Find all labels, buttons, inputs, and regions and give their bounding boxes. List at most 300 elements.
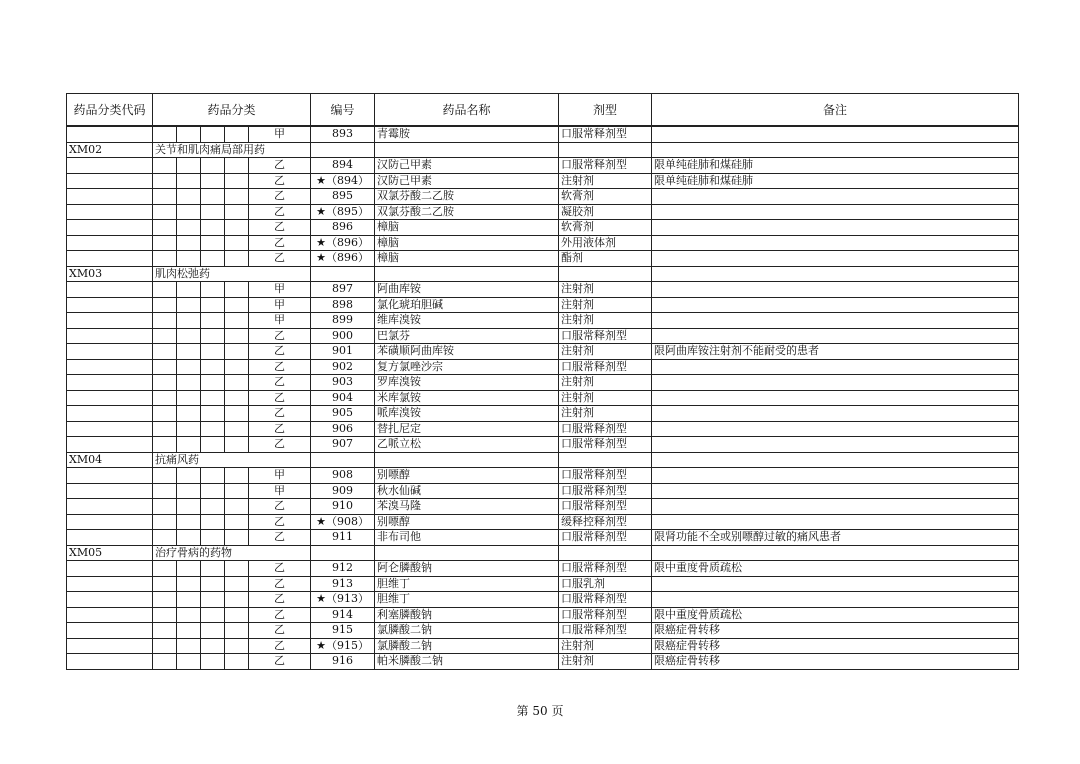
empty-cell <box>67 235 153 251</box>
drug-level: 乙 <box>249 204 311 220</box>
empty-cell <box>177 344 201 360</box>
drug-number: ★（896） <box>311 235 375 251</box>
table-row <box>67 158 1019 174</box>
empty-cell <box>153 235 177 251</box>
drug-name: 秋水仙碱 <box>375 483 559 499</box>
empty-cell <box>67 592 153 608</box>
drug-level: 乙 <box>249 235 311 251</box>
empty-cell <box>177 204 201 220</box>
empty-cell <box>177 623 201 639</box>
drug-number: 899 <box>311 313 375 329</box>
empty-cell <box>177 359 201 375</box>
header-form: 剂型 <box>559 94 652 127</box>
drug-note: 限阿曲库铵注射剂不能耐受的患者 <box>652 344 1019 360</box>
empty-cell <box>225 282 249 298</box>
empty-cell <box>177 406 201 422</box>
empty-cell <box>201 375 225 391</box>
empty-cell <box>153 607 177 623</box>
empty-cell <box>225 375 249 391</box>
empty-cell <box>375 452 559 468</box>
empty-cell <box>153 297 177 313</box>
drug-level: 甲 <box>249 282 311 298</box>
drug-name: 帕米膦酸二钠 <box>375 654 559 670</box>
empty-cell <box>153 390 177 406</box>
drug-note <box>652 313 1019 329</box>
drug-level: 甲 <box>249 313 311 329</box>
empty-cell <box>201 126 225 142</box>
empty-cell <box>311 545 375 561</box>
drug-note: 限癌症骨转移 <box>652 638 1019 654</box>
empty-cell <box>67 623 153 639</box>
empty-cell <box>177 468 201 484</box>
empty-cell <box>225 235 249 251</box>
drug-note <box>652 468 1019 484</box>
empty-cell <box>201 654 225 670</box>
empty-cell <box>67 530 153 546</box>
empty-cell <box>153 576 177 592</box>
drug-note <box>652 359 1019 375</box>
empty-cell <box>225 251 249 267</box>
empty-cell <box>153 530 177 546</box>
table-row <box>67 344 1019 360</box>
empty-cell <box>225 204 249 220</box>
empty-cell <box>153 251 177 267</box>
empty-cell <box>67 654 153 670</box>
drug-note <box>652 235 1019 251</box>
drug-form: 注射剂 <box>559 282 652 298</box>
drug-number: 914 <box>311 607 375 623</box>
empty-cell <box>225 592 249 608</box>
empty-cell <box>153 375 177 391</box>
drug-level: 乙 <box>249 437 311 453</box>
drug-table <box>66 93 1019 670</box>
empty-cell <box>652 452 1019 468</box>
table-row <box>67 173 1019 189</box>
empty-cell <box>153 313 177 329</box>
drug-number: 898 <box>311 297 375 313</box>
drug-form: 口服常释剂型 <box>559 468 652 484</box>
empty-cell <box>153 437 177 453</box>
empty-cell <box>201 344 225 360</box>
drug-number: 915 <box>311 623 375 639</box>
empty-cell <box>559 545 652 561</box>
drug-form: 注射剂 <box>559 406 652 422</box>
empty-cell <box>201 406 225 422</box>
drug-form: 口服常释剂型 <box>559 437 652 453</box>
table-row <box>67 499 1019 515</box>
table-row <box>67 530 1019 546</box>
empty-cell <box>153 421 177 437</box>
empty-cell <box>375 545 559 561</box>
drug-number: 896 <box>311 220 375 236</box>
empty-cell <box>67 189 153 205</box>
empty-cell <box>177 282 201 298</box>
category-name: 肌肉松弛药 <box>153 266 311 282</box>
table-row <box>67 468 1019 484</box>
table-body <box>67 126 1019 669</box>
empty-cell <box>201 220 225 236</box>
empty-cell <box>67 204 153 220</box>
table-row <box>67 576 1019 592</box>
empty-cell <box>67 499 153 515</box>
empty-cell <box>177 437 201 453</box>
empty-cell <box>153 158 177 174</box>
drug-level: 乙 <box>249 251 311 267</box>
drug-form: 注射剂 <box>559 654 652 670</box>
empty-cell <box>177 390 201 406</box>
drug-name: 汉防己甲素 <box>375 158 559 174</box>
empty-cell <box>225 437 249 453</box>
drug-note <box>652 576 1019 592</box>
empty-cell <box>201 421 225 437</box>
drug-number: 913 <box>311 576 375 592</box>
drug-form: 注射剂 <box>559 390 652 406</box>
drug-note <box>652 375 1019 391</box>
empty-cell <box>153 561 177 577</box>
empty-cell <box>177 297 201 313</box>
table-row <box>67 282 1019 298</box>
empty-cell <box>153 406 177 422</box>
empty-cell <box>67 375 153 391</box>
drug-form: 口服常释剂型 <box>559 607 652 623</box>
drug-form: 口服常释剂型 <box>559 499 652 515</box>
drug-note: 限肾功能不全或别嘌醇过敏的痛风患者 <box>652 530 1019 546</box>
empty-cell <box>177 158 201 174</box>
empty-cell <box>177 313 201 329</box>
category-row <box>67 452 1019 468</box>
table-row <box>67 189 1019 205</box>
page-number: 第 50 页 <box>516 704 564 718</box>
drug-number: 901 <box>311 344 375 360</box>
empty-cell <box>153 514 177 530</box>
drug-number: 907 <box>311 437 375 453</box>
table-row <box>67 313 1019 329</box>
empty-cell <box>153 282 177 298</box>
drug-form: 口服常释剂型 <box>559 592 652 608</box>
drug-form: 注射剂 <box>559 297 652 313</box>
empty-cell <box>67 158 153 174</box>
table-row <box>67 607 1019 623</box>
empty-cell <box>225 344 249 360</box>
drug-note <box>652 592 1019 608</box>
empty-cell <box>225 313 249 329</box>
category-code: XM05 <box>67 545 153 561</box>
drug-form: 口服常释剂型 <box>559 158 652 174</box>
table-row <box>67 623 1019 639</box>
drug-note <box>652 328 1019 344</box>
drug-name: 利塞膦酸钠 <box>375 607 559 623</box>
empty-cell <box>177 514 201 530</box>
drug-form: 口服常释剂型 <box>559 359 652 375</box>
drug-name: 胆维丁 <box>375 576 559 592</box>
drug-level: 乙 <box>249 654 311 670</box>
empty-cell <box>225 654 249 670</box>
table-row <box>67 297 1019 313</box>
drug-note <box>652 421 1019 437</box>
drug-name: 别嘌醇 <box>375 468 559 484</box>
table-row <box>67 220 1019 236</box>
header-row <box>67 94 1019 127</box>
empty-cell <box>153 220 177 236</box>
empty-cell <box>153 173 177 189</box>
drug-name: 阿曲库铵 <box>375 282 559 298</box>
empty-cell <box>153 344 177 360</box>
drug-form: 口服常释剂型 <box>559 530 652 546</box>
drug-form: 缓释控释剂型 <box>559 514 652 530</box>
drug-number: ★（896） <box>311 251 375 267</box>
drug-name: 樟脑 <box>375 235 559 251</box>
table-row <box>67 592 1019 608</box>
drug-name: 氯膦酸二钠 <box>375 638 559 654</box>
drug-name: 双氯芬酸二乙胺 <box>375 204 559 220</box>
table-row <box>67 437 1019 453</box>
empty-cell <box>652 266 1019 282</box>
empty-cell <box>67 173 153 189</box>
table-row <box>67 406 1019 422</box>
drug-number: 908 <box>311 468 375 484</box>
drug-level: 乙 <box>249 576 311 592</box>
drug-note <box>652 514 1019 530</box>
empty-cell <box>652 545 1019 561</box>
drug-name: 乙哌立松 <box>375 437 559 453</box>
empty-cell <box>67 390 153 406</box>
drug-number: 916 <box>311 654 375 670</box>
empty-cell <box>67 220 153 236</box>
drug-level: 甲 <box>249 126 311 142</box>
empty-cell <box>177 251 201 267</box>
empty-cell <box>67 483 153 499</box>
empty-cell <box>177 576 201 592</box>
empty-cell <box>67 561 153 577</box>
drug-number: ★（894） <box>311 173 375 189</box>
empty-cell <box>201 514 225 530</box>
drug-name: 罗库溴铵 <box>375 375 559 391</box>
empty-cell <box>201 328 225 344</box>
empty-cell <box>311 142 375 158</box>
empty-cell <box>177 126 201 142</box>
drug-number: 902 <box>311 359 375 375</box>
drug-name: 氯膦酸二钠 <box>375 623 559 639</box>
drug-name: 巴氯芬 <box>375 328 559 344</box>
drug-note <box>652 126 1019 142</box>
header-name: 药品名称 <box>375 94 559 127</box>
table-row <box>67 359 1019 375</box>
drug-note: 限单纯硅肺和煤硅肺 <box>652 173 1019 189</box>
drug-note: 限癌症骨转移 <box>652 623 1019 639</box>
drug-note <box>652 251 1019 267</box>
empty-cell <box>67 468 153 484</box>
drug-name: 米库氯铵 <box>375 390 559 406</box>
empty-cell <box>153 483 177 499</box>
table-row <box>67 514 1019 530</box>
category-row <box>67 266 1019 282</box>
empty-cell <box>225 499 249 515</box>
empty-cell <box>225 158 249 174</box>
empty-cell <box>67 638 153 654</box>
drug-number: 911 <box>311 530 375 546</box>
empty-cell <box>67 297 153 313</box>
drug-number: 904 <box>311 390 375 406</box>
empty-cell <box>201 561 225 577</box>
empty-cell <box>375 266 559 282</box>
empty-cell <box>201 251 225 267</box>
drug-number: 903 <box>311 375 375 391</box>
empty-cell <box>559 142 652 158</box>
empty-cell <box>225 359 249 375</box>
empty-cell <box>201 173 225 189</box>
category-row <box>67 142 1019 158</box>
drug-level: 乙 <box>249 499 311 515</box>
drug-level: 乙 <box>249 173 311 189</box>
drug-number: 910 <box>311 499 375 515</box>
drug-name: 胆维丁 <box>375 592 559 608</box>
header-note: 备注 <box>652 94 1019 127</box>
header-category: 药品分类 <box>153 94 311 127</box>
drug-number: ★（908） <box>311 514 375 530</box>
table-row <box>67 561 1019 577</box>
table-row <box>67 390 1019 406</box>
drug-level: 甲 <box>249 297 311 313</box>
empty-cell <box>201 204 225 220</box>
empty-cell <box>225 126 249 142</box>
drug-form: 凝胶剂 <box>559 204 652 220</box>
drug-level: 乙 <box>249 328 311 344</box>
empty-cell <box>67 344 153 360</box>
empty-cell <box>225 390 249 406</box>
empty-cell <box>177 220 201 236</box>
empty-cell <box>201 468 225 484</box>
drug-note: 限中重度骨质疏松 <box>652 561 1019 577</box>
drug-name: 双氯芬酸二乙胺 <box>375 189 559 205</box>
empty-cell <box>201 483 225 499</box>
empty-cell <box>225 514 249 530</box>
empty-cell <box>153 204 177 220</box>
drug-form: 口服常释剂型 <box>559 561 652 577</box>
table-row <box>67 483 1019 499</box>
drug-form: 口服常释剂型 <box>559 623 652 639</box>
empty-cell <box>201 158 225 174</box>
drug-form: 软膏剂 <box>559 189 652 205</box>
empty-cell <box>201 592 225 608</box>
drug-note <box>652 220 1019 236</box>
empty-cell <box>177 561 201 577</box>
drug-name: 别嘌醇 <box>375 514 559 530</box>
category-name: 抗痛风药 <box>153 452 311 468</box>
drug-form: 外用液体剂 <box>559 235 652 251</box>
drug-note: 限中重度骨质疏松 <box>652 607 1019 623</box>
empty-cell <box>177 375 201 391</box>
drug-level: 乙 <box>249 530 311 546</box>
category-code: XM02 <box>67 142 153 158</box>
drug-number: 906 <box>311 421 375 437</box>
empty-cell <box>177 530 201 546</box>
drug-level: 乙 <box>249 638 311 654</box>
empty-cell <box>177 483 201 499</box>
empty-cell <box>225 530 249 546</box>
empty-cell <box>201 530 225 546</box>
drug-number: 912 <box>311 561 375 577</box>
table-row <box>67 375 1019 391</box>
empty-cell <box>201 638 225 654</box>
empty-cell <box>201 235 225 251</box>
drug-form: 注射剂 <box>559 344 652 360</box>
empty-cell <box>225 189 249 205</box>
empty-cell <box>67 126 153 142</box>
table-row <box>67 204 1019 220</box>
drug-form: 软膏剂 <box>559 220 652 236</box>
drug-note <box>652 483 1019 499</box>
header-number: 编号 <box>311 94 375 127</box>
drug-level: 乙 <box>249 220 311 236</box>
drug-level: 乙 <box>249 406 311 422</box>
drug-note: 限癌症骨转移 <box>652 654 1019 670</box>
table-row <box>67 328 1019 344</box>
empty-cell <box>67 607 153 623</box>
drug-level: 甲 <box>249 483 311 499</box>
drug-level: 乙 <box>249 607 311 623</box>
drug-number: 897 <box>311 282 375 298</box>
empty-cell <box>201 189 225 205</box>
empty-cell <box>153 468 177 484</box>
drug-note <box>652 204 1019 220</box>
empty-cell <box>225 607 249 623</box>
drug-note <box>652 282 1019 298</box>
empty-cell <box>153 126 177 142</box>
drug-form: 注射剂 <box>559 375 652 391</box>
category-row <box>67 545 1019 561</box>
empty-cell <box>67 359 153 375</box>
table-row <box>67 638 1019 654</box>
drug-level: 乙 <box>249 623 311 639</box>
empty-cell <box>153 189 177 205</box>
empty-cell <box>67 328 153 344</box>
empty-cell <box>177 654 201 670</box>
empty-cell <box>311 452 375 468</box>
empty-cell <box>201 282 225 298</box>
drug-note <box>652 189 1019 205</box>
drug-number: ★（915） <box>311 638 375 654</box>
drug-level: 乙 <box>249 359 311 375</box>
table-row <box>67 251 1019 267</box>
empty-cell <box>559 452 652 468</box>
drug-name: 氯化琥珀胆碱 <box>375 297 559 313</box>
empty-cell <box>201 576 225 592</box>
empty-cell <box>375 142 559 158</box>
category-name: 关节和肌肉痛局部用药 <box>153 142 311 158</box>
empty-cell <box>225 173 249 189</box>
empty-cell <box>225 468 249 484</box>
drug-name: 苯溴马隆 <box>375 499 559 515</box>
drug-note <box>652 437 1019 453</box>
empty-cell <box>225 421 249 437</box>
empty-cell <box>153 499 177 515</box>
empty-cell <box>652 142 1019 158</box>
empty-cell <box>201 359 225 375</box>
empty-cell <box>225 623 249 639</box>
drug-number: 894 <box>311 158 375 174</box>
drug-form: 口服常释剂型 <box>559 421 652 437</box>
empty-cell <box>67 576 153 592</box>
empty-cell <box>153 638 177 654</box>
drug-form: 注射剂 <box>559 638 652 654</box>
drug-number: 895 <box>311 189 375 205</box>
table-row <box>67 421 1019 437</box>
empty-cell <box>177 189 201 205</box>
drug-name: 哌库溴铵 <box>375 406 559 422</box>
empty-cell <box>177 607 201 623</box>
drug-note <box>652 297 1019 313</box>
drug-level: 乙 <box>249 592 311 608</box>
